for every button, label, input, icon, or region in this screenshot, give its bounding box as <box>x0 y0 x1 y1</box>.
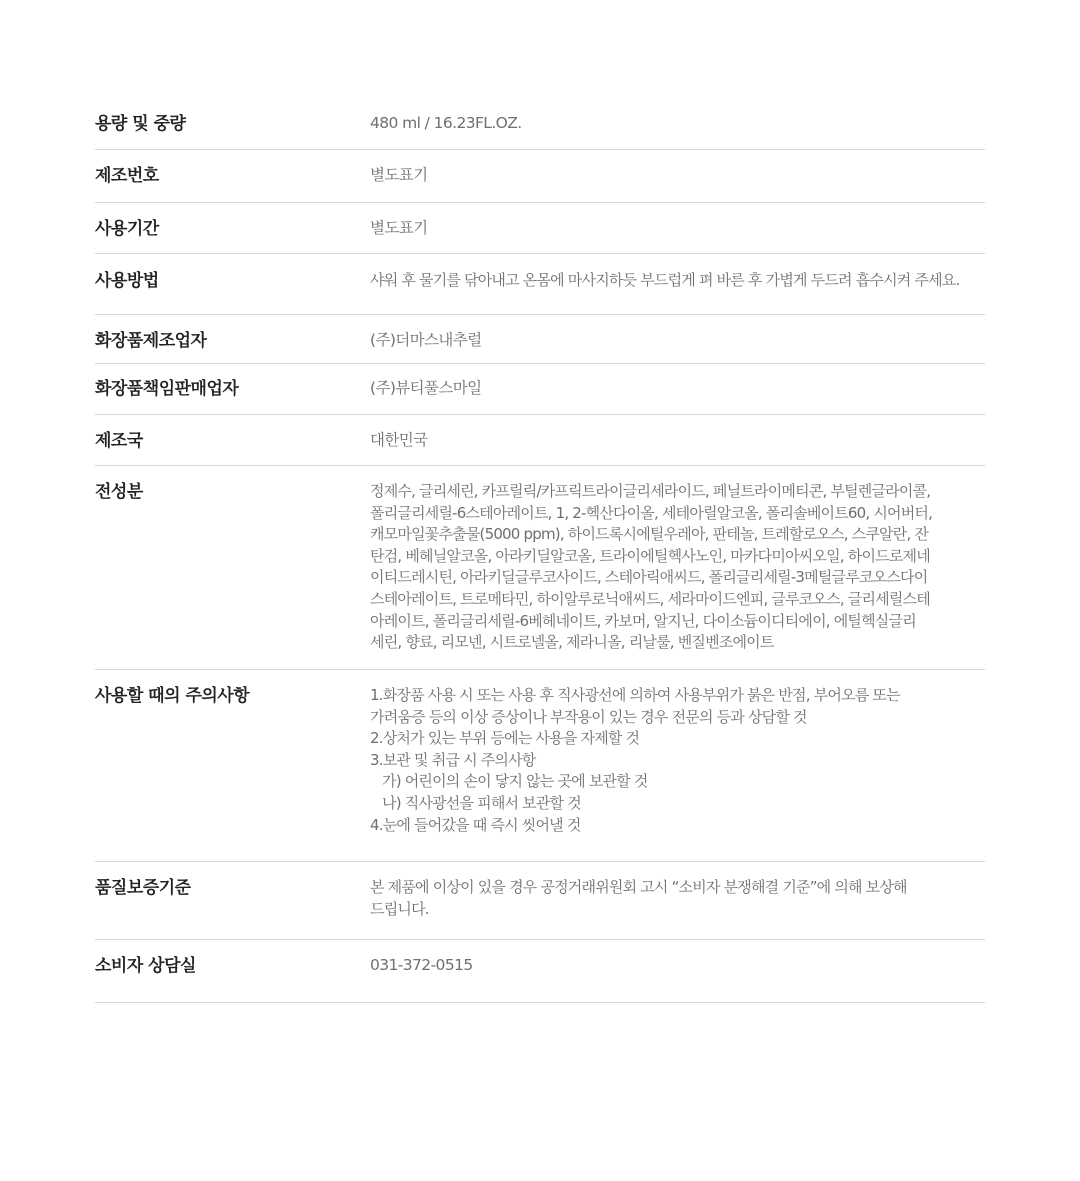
ingredients-line: 스테아레이트, 트로메타민, 하이알루로닉애씨드, 세라마이드엔피, 글루코오스, 글리세릴스테 <box>370 589 930 608</box>
row-label: 전성분 <box>95 482 143 502</box>
row-value: 480 ml / 16.23FL.OZ. <box>370 114 522 132</box>
caution-line: 4.눈에 들어갔을 때 즉시 씻어낼 것 <box>370 815 581 834</box>
caution-line: 가려움증 등의 이상 증상이나 부작용이 있는 경우 전문의 등과 상담할 것 <box>370 707 807 726</box>
customer-center-phone: 031-372-0515 <box>370 956 473 974</box>
caution-line: 가) 어린이의 손이 닿지 않는 곳에 보관할 것 <box>382 772 648 791</box>
quality-line: 드립니다. <box>370 899 429 918</box>
row-label: 화장품제조업자 <box>95 331 207 351</box>
row-label: 사용할 때의 주의사항 <box>95 686 250 706</box>
row-value <box>370 685 985 861</box>
info-row-expiry <box>95 203 985 254</box>
info-row-volume <box>95 98 985 150</box>
row-label: 사용기간 <box>95 219 159 239</box>
row-value <box>370 481 985 669</box>
row-value: 샤워 후 물기를 닦아내고 온몸에 마사지하듯 부드럽게 펴 바른 후 가볍게 두드려 흡수시켜 주세요. <box>370 271 960 289</box>
info-row-ingredients <box>95 466 985 670</box>
info-row-manufacturer <box>95 315 985 364</box>
caution-line: 나) 직사광선을 피해서 보관할 것 <box>382 793 581 812</box>
ingredients-line: 세린, 향료, 리모넨, 시트로넬올, 제라니올, 리날룰, 벤질벤조에이트 <box>370 633 774 652</box>
info-row-usage <box>95 254 985 315</box>
caution-line: 3.보관 및 취급 시 주의사항 <box>370 750 536 769</box>
ingredients-line: 정제수, 글리세린, 카프릴릭/카프릭트라이글리세라이드, 페닐트라이메티콘, 부틸렌글라이콜, <box>370 482 931 500</box>
row-label: 제조국 <box>95 431 143 451</box>
row-label: 제조번호 <box>95 166 159 186</box>
ingredients-line: 폴리글리세릴-6스테아레이트, 1, 2-헥산다이올, 세테아릴알코올, 폴리솔베이트60, 시어버터, <box>370 503 933 522</box>
row-value: (주)뷰티풀스마일 <box>370 379 482 397</box>
row-value: 별도표기 <box>370 166 428 184</box>
info-row-cautions <box>95 670 985 862</box>
row-label: 사용방법 <box>95 271 159 291</box>
info-row-country <box>95 415 985 466</box>
quality-line: 본 제품에 이상이 있을 경우 공정거래위원회 고시 “소비자 분쟁해결 기준”에 의해 보상해 <box>370 878 907 896</box>
caution-line: 2.상처가 있는 부위 등에는 사용을 자제할 것 <box>370 729 640 748</box>
row-value <box>370 877 985 939</box>
row-value: 별도표기 <box>370 219 428 237</box>
caution-line: 1.화장품 사용 시 또는 사용 후 직사광선에 의하여 사용부위가 붉은 반점, 부어오름 또는 <box>370 686 900 704</box>
ingredients-line: 탄검, 베헤닐알코올, 아라키딜알코올, 트라이에틸헥사노인, 마카다미아씨오일, 하이드로제네 <box>370 546 930 565</box>
ingredients-line: 이티드레시틴, 아라키딜글루코사이드, 스테아릭애씨드, 폴리글리세릴-3메틸글루코오스다이 <box>370 568 928 587</box>
info-row-seller <box>95 364 985 415</box>
row-label: 품질보증기준 <box>95 878 191 898</box>
row-label: 용량 및 중량 <box>95 114 186 134</box>
product-info-table <box>95 98 985 1003</box>
row-label: 화장품책임판매업자 <box>95 379 239 399</box>
row-label: 소비자 상담실 <box>95 956 196 976</box>
info-row-customer-center <box>95 940 985 1003</box>
ingredients-line: 캐모마일꽃추출물(5000 ppm), 하이드록시에틸우레아, 판테놀, 트레할로오스, 스쿠알란, 잔 <box>370 525 929 544</box>
info-row-quality-standard <box>95 862 985 940</box>
info-row-manufacture-number <box>95 150 985 203</box>
row-value: (주)더마스내추럴 <box>370 331 482 349</box>
row-value: 대한민국 <box>370 431 428 449</box>
ingredients-line: 아레이트, 폴리글리세릴-6베헤네이트, 카보머, 알지닌, 다이소듐이디티에이, 에틸헥실글리 <box>370 611 916 630</box>
